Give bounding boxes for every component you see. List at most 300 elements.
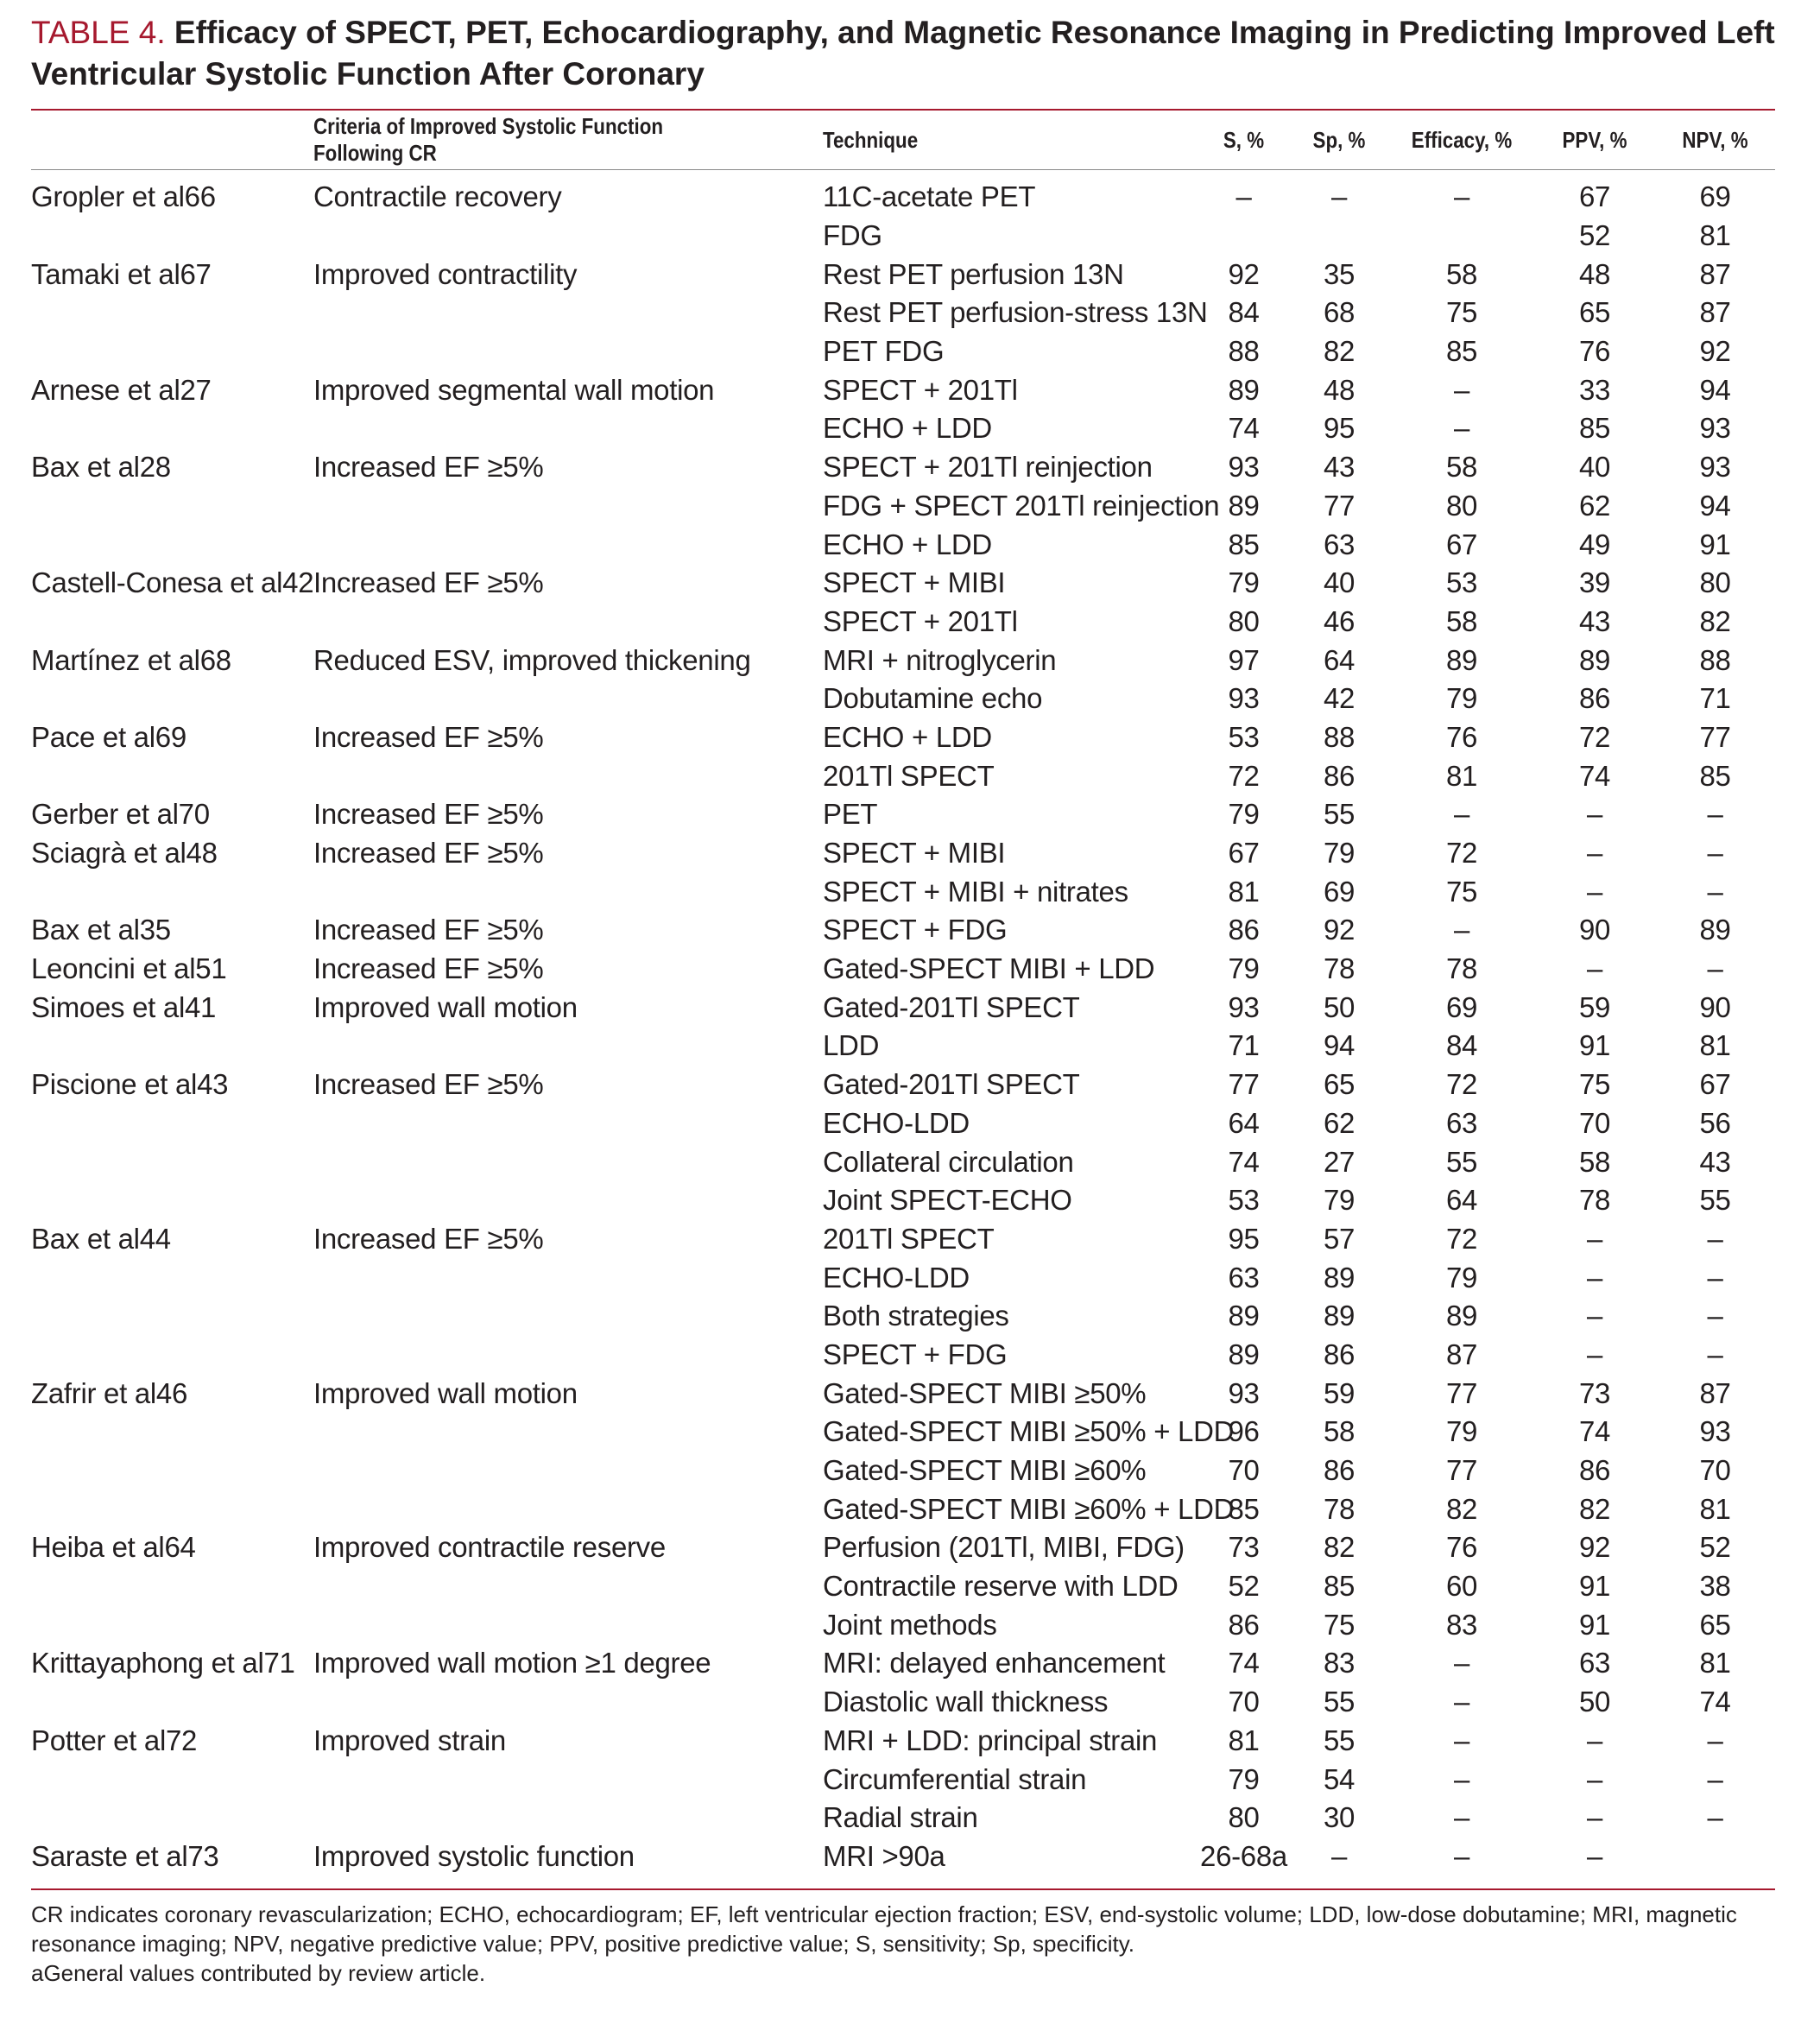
sp-cell: 94 [1323,1029,1356,1062]
criteria-cell [313,332,823,371]
criteria-cell [313,1258,823,1297]
technique-cell: SPECT + MIBI [823,837,1006,870]
sp-cell: 85 [1323,1570,1356,1603]
table-row [31,603,1775,642]
ppv-cell: – [1586,837,1603,870]
sp-cell: 48 [1323,373,1356,406]
criteria-cell: Improved segmental wall motion [313,373,715,406]
technique-cell: Diastolic wall thickness [823,1686,1109,1718]
s-cell: 63 [1228,1261,1260,1294]
technique-cell: Collateral circulation [823,1145,1074,1178]
criteria-cell: Improved contractility [313,257,578,290]
npv-cell: 69 [1699,180,1731,213]
table-row [31,1799,1775,1838]
criteria-cell [313,1297,823,1336]
header-ppv: PPV, % [1562,126,1627,153]
table-row [31,1066,1775,1104]
sp-cell: 78 [1323,1492,1356,1525]
npv-cell: 93 [1699,412,1731,445]
table-row [31,294,1775,332]
technique-cell: Contractile reserve with LDD [823,1570,1179,1603]
criteria-cell [313,487,823,526]
criteria-cell: Increased EF ≥5% [313,952,544,985]
technique-cell: 201Tl SPECT [823,1222,995,1255]
technique-cell: Gated-SPECT MIBI + LDD [823,952,1155,985]
bottom-rule [31,1888,1775,1890]
technique-cell: 11C-acetate PET [823,180,1036,213]
npv-cell: – [1707,875,1723,908]
s-cell: 79 [1228,1762,1260,1795]
criteria-cell [313,1413,823,1452]
npv-cell: 88 [1699,643,1731,676]
npv-cell: 70 [1699,1454,1731,1487]
criteria-cell: Increased EF ≥5% [313,798,544,831]
table-row [31,1683,1775,1722]
ppv-cell: 65 [1578,296,1611,329]
criteria-cell [313,1683,823,1722]
ppv-cell: 91 [1578,1570,1611,1603]
study-cell [31,217,313,256]
technique-cell: SPECT + 201Tl [823,604,1018,637]
technique-cell: Gated-201Tl SPECT [823,990,1080,1023]
sp-cell: 30 [1323,1801,1356,1834]
s-cell: 79 [1228,566,1260,599]
technique-cell: Gated-SPECT MIBI ≥60% + LDD [823,1492,1235,1525]
technique-cell: Perfusion (201Tl, MIBI, FDG) [823,1531,1185,1564]
study-cell: Tamaki et al67 [31,257,212,290]
header-criteria: Criteria of Improved Systolic Function Following CR [313,113,664,166]
s-cell: 73 [1228,1531,1260,1564]
ppv-cell: 74 [1578,759,1611,792]
table-row [31,1490,1775,1528]
study-cell [31,603,313,642]
criteria-cell [313,872,823,911]
npv-cell: 56 [1699,1106,1731,1139]
footnote-a: aGeneral values contributed by review article. [31,1960,486,1986]
criteria-cell [313,680,823,718]
table-title [31,12,1792,95]
study-cell: Arnese et al27 [31,373,212,406]
sp-cell: 27 [1323,1145,1356,1178]
sp-cell: 50 [1323,990,1356,1023]
study-cell [31,409,313,448]
npv-cell: 65 [1699,1608,1731,1641]
s-cell [1198,217,1289,256]
criteria-cell: Improved contractile reserve [313,1531,666,1564]
study-cell [31,680,313,718]
table-row [31,255,1775,294]
sp-cell: 79 [1323,837,1356,870]
criteria-cell: Increased EF ≥5% [313,837,544,870]
technique-cell: SPECT + 201Tl [823,373,1018,406]
npv-cell: 77 [1699,720,1731,753]
header-sp: Sp, % [1312,126,1366,153]
ppv-cell: 43 [1578,604,1611,637]
efficacy-cell: – [1453,412,1470,445]
study-cell [31,1452,313,1490]
s-cell: 93 [1228,1376,1260,1409]
ppv-cell: 39 [1578,566,1611,599]
sp-cell: 82 [1323,335,1356,368]
study-cell [31,1567,313,1606]
study-cell [31,1297,313,1336]
s-cell: 74 [1228,1145,1260,1178]
s-cell: 92 [1228,257,1260,290]
ppv-cell: 67 [1578,180,1611,213]
npv-cell: 93 [1699,1415,1731,1448]
ppv-cell: 52 [1578,219,1611,252]
efficacy-cell: 81 [1445,759,1478,792]
study-cell [31,1181,313,1220]
criteria-cell: Reduced ESV, improved thickening [313,643,751,676]
efficacy-cell: 79 [1445,1415,1478,1448]
npv-cell: – [1707,952,1723,985]
table-row [31,1181,1775,1220]
sp-cell: 62 [1323,1106,1356,1139]
s-cell: 85 [1228,1492,1260,1525]
sp-cell: 86 [1323,759,1356,792]
table-row [31,950,1775,989]
sp-cell: 77 [1323,489,1356,522]
npv-cell: 91 [1699,528,1731,560]
sp-cell: – [1330,1839,1348,1872]
technique-cell: MRI >90a [823,1839,945,1872]
criteria-cell: Increased EF ≥5% [313,451,544,484]
npv-cell: 85 [1699,759,1731,792]
study-cell [31,1683,313,1722]
technique-cell: Both strategies [823,1300,1009,1332]
ppv-cell: 74 [1578,1415,1611,1448]
s-cell: 52 [1228,1570,1260,1603]
s-cell: 96 [1228,1415,1260,1448]
ppv-cell: – [1586,1762,1603,1795]
table-row [31,1644,1775,1683]
table-row [31,217,1775,256]
technique-cell: FDG [823,219,882,252]
criteria-cell: Increased EF ≥5% [313,566,544,599]
study-cell [31,487,313,526]
technique-cell: Dobutamine echo [823,682,1043,715]
efficacy-cell: 67 [1445,528,1478,560]
technique-cell: SPECT + 201Tl reinjection [823,451,1153,484]
efficacy-cell: – [1453,373,1470,406]
s-cell: 53 [1228,1184,1260,1217]
efficacy-cell: 85 [1445,335,1478,368]
efficacy-cell: – [1453,1686,1470,1718]
technique-cell: Gated-201Tl SPECT [823,1068,1080,1101]
sp-cell: 92 [1323,914,1356,946]
efficacy-cell: 84 [1445,1029,1478,1062]
npv-cell: 87 [1699,296,1731,329]
npv-cell: 38 [1699,1570,1731,1603]
sp-cell: 82 [1323,1531,1356,1564]
criteria-cell: Improved wall motion ≥1 degree [313,1647,711,1680]
efficacy-cell: – [1453,798,1470,831]
criteria-cell [313,294,823,332]
efficacy-cell: 83 [1445,1608,1478,1641]
study-cell [31,1413,313,1452]
ppv-cell: – [1586,875,1603,908]
sp-cell: 68 [1323,296,1356,329]
ppv-cell: 50 [1578,1686,1611,1718]
technique-cell: SPECT + MIBI + nitrates [823,875,1128,908]
ppv-cell: – [1586,1300,1603,1332]
study-cell [31,1027,313,1066]
npv-cell: 81 [1699,1029,1731,1062]
ppv-cell: 73 [1578,1376,1611,1409]
criteria-cell [313,409,823,448]
efficacy-cell [1389,217,1534,256]
criteria-cell: Improved systolic function [313,1839,635,1872]
criteria-cell [313,1799,823,1838]
efficacy-cell: 76 [1445,1531,1478,1564]
npv-cell: 52 [1699,1531,1731,1564]
efficacy-cell: 72 [1445,1222,1478,1255]
efficacy-cell: – [1453,1801,1470,1834]
technique-cell: SPECT + FDG [823,914,1008,946]
criteria-cell [313,1336,823,1375]
s-cell: 64 [1228,1106,1260,1139]
efficacy-cell: 69 [1445,990,1478,1023]
criteria-cell [313,525,823,564]
s-cell: 93 [1228,451,1260,484]
ppv-cell: 90 [1578,914,1611,946]
table-title-text: Efficacy of SPECT, PET, Echocardiography, and Magnetic Resonance Imaging in Predicting Improved Left Ventricular Systolic Function After Coronary [31,15,1775,92]
ppv-cell: 76 [1578,335,1611,368]
s-cell: 95 [1228,1222,1260,1255]
efficacy-cell: 72 [1445,1068,1478,1101]
s-cell: 89 [1228,373,1260,406]
study-cell: Sciagrà et al48 [31,837,218,870]
criteria-cell: Increased EF ≥5% [313,720,544,753]
npv-cell: – [1707,1300,1723,1332]
table-row [31,718,1775,757]
s-cell: 86 [1228,1608,1260,1641]
sp-cell: 86 [1323,1338,1356,1370]
ppv-cell: 91 [1578,1608,1611,1641]
table-body [31,169,1775,1876]
technique-cell: Gated-SPECT MIBI ≥50% [823,1376,1147,1409]
sp-cell: 69 [1323,875,1356,908]
efficacy-cell: 58 [1445,451,1478,484]
s-cell: 97 [1228,643,1260,676]
npv-cell: 71 [1699,682,1731,715]
s-cell: 80 [1228,604,1260,637]
table-row [31,1336,1775,1375]
efficacy-cell: 53 [1445,566,1478,599]
npv-cell: – [1707,1801,1723,1834]
criteria-cell [313,756,823,795]
study-cell: Bax et al44 [31,1222,171,1255]
npv-cell: 90 [1699,990,1731,1023]
technique-cell: ECHO + LDD [823,412,992,445]
table-row [31,1722,1775,1761]
technique-cell: Gated-SPECT MIBI ≥50% + LDD [823,1415,1235,1448]
npv-cell: – [1707,1724,1723,1756]
table-row [31,1297,1775,1336]
sp-cell: 55 [1323,1724,1356,1756]
s-cell: 81 [1228,1724,1260,1756]
criteria-cell: Increased EF ≥5% [313,1068,544,1101]
header-efficacy: Efficacy, % [1411,126,1513,153]
technique-cell: Rest PET perfusion-stress 13N [823,296,1208,329]
s-cell: 85 [1228,528,1260,560]
table-row [31,1374,1775,1413]
sp-cell: 88 [1323,720,1356,753]
s-cell: 70 [1228,1454,1260,1487]
efficacy-cell: 77 [1445,1454,1478,1487]
header-technique: Technique [823,126,919,153]
table-row [31,487,1775,526]
technique-cell: ECHO-LDD [823,1261,970,1294]
table-row [31,525,1775,564]
table-row [31,1567,1775,1606]
technique-cell: Circumferential strain [823,1762,1087,1795]
sp-cell: 63 [1323,528,1356,560]
technique-cell: ECHO-LDD [823,1106,970,1139]
table-label: TABLE 4. [31,15,166,50]
efficacy-cell: 79 [1445,1261,1478,1294]
table-row [31,680,1775,718]
technique-cell: PET [823,798,878,831]
ppv-cell: 70 [1578,1106,1611,1139]
s-cell: 89 [1228,489,1260,522]
efficacy-cell: 78 [1445,952,1478,985]
study-cell [31,1142,313,1181]
s-cell: 80 [1228,1801,1260,1834]
ppv-cell: – [1586,1338,1603,1370]
technique-cell: SPECT + FDG [823,1338,1008,1370]
criteria-cell: Improved wall motion [313,990,578,1023]
s-cell: 72 [1228,759,1260,792]
study-cell: Gerber et al70 [31,798,210,831]
ppv-cell: – [1586,1839,1603,1872]
criteria-cell [313,1027,823,1066]
ppv-cell: 33 [1578,373,1611,406]
table-row [31,1142,1775,1181]
table-row [31,1452,1775,1490]
table-row [31,370,1775,409]
ppv-cell: – [1586,1261,1603,1294]
table-row [31,1258,1775,1297]
efficacy-cell: 87 [1445,1338,1478,1370]
sp-cell: – [1330,180,1348,213]
sp-cell: 40 [1323,566,1356,599]
criteria-cell [313,1142,823,1181]
ppv-cell: – [1586,798,1603,831]
npv-cell: 93 [1699,451,1731,484]
s-cell: 89 [1228,1300,1260,1332]
table-row [31,911,1775,950]
study-cell: Zafrir et al46 [31,1376,188,1409]
study-cell: Saraste et al73 [31,1839,219,1872]
footnote-abbreviations: CR indicates coronary revascularization; ECHO, echocardiogram; EF, left ventricular ejection fraction; ESV, end-systolic volume; LDD, low-dose dobutamine; MRI, magnetic resonance imaging; NPV, negative predictive value; PPV, positive predictive value; S, sensitivity; Sp, specificity. [31,1901,1737,1957]
criteria-cell [313,1452,823,1490]
npv-cell: 92 [1699,335,1731,368]
ppv-cell: 91 [1578,1029,1611,1062]
study-cell: Bax et al35 [31,914,171,946]
s-cell: 84 [1228,296,1260,329]
s-cell: 81 [1228,875,1260,908]
efficacy-cell: 79 [1445,682,1478,715]
study-cell [31,1760,313,1799]
study-cell [31,1605,313,1644]
ppv-cell: 92 [1578,1531,1611,1564]
s-cell: 77 [1228,1068,1260,1101]
ppv-cell: – [1586,1801,1603,1834]
technique-cell: 201Tl SPECT [823,759,995,792]
table-row [31,834,1775,873]
efficacy-cell: 76 [1445,720,1478,753]
table-row [31,409,1775,448]
s-cell: 26-68a [1200,1839,1287,1872]
npv-cell: 55 [1699,1184,1731,1217]
header-npv: NPV, % [1682,126,1748,153]
npv-cell: – [1707,798,1723,831]
technique-cell: SPECT + MIBI [823,566,1006,599]
npv-cell: – [1707,1762,1723,1795]
efficacy-table [31,111,1775,1876]
table-row [31,448,1775,487]
s-cell: 79 [1228,952,1260,985]
ppv-cell: 40 [1578,451,1611,484]
sp-cell: 95 [1323,412,1356,445]
sp-cell: 78 [1323,952,1356,985]
sp-cell: 43 [1323,451,1356,484]
table-row [31,332,1775,371]
sp-cell: 79 [1323,1184,1356,1217]
study-cell: Pace et al69 [31,720,186,753]
sp-cell: 55 [1323,798,1356,831]
sp-cell: 54 [1323,1762,1356,1795]
table-row [31,1413,1775,1452]
ppv-cell: 75 [1578,1068,1611,1101]
criteria-cell [313,1104,823,1143]
npv-cell: 81 [1699,1647,1731,1680]
study-cell: Krittayaphong et al71 [31,1647,295,1680]
s-cell: 93 [1228,682,1260,715]
criteria-cell [313,1490,823,1528]
npv-cell: 87 [1699,257,1731,290]
npv-cell: – [1707,837,1723,870]
efficacy-cell: 75 [1445,296,1478,329]
s-cell: 67 [1228,837,1260,870]
sp-cell: 75 [1323,1608,1356,1641]
study-cell: Potter et al72 [31,1724,198,1756]
study-cell [31,525,313,564]
table-row [31,641,1775,680]
efficacy-cell: 64 [1445,1184,1478,1217]
table-row [31,1528,1775,1567]
ppv-cell: 82 [1578,1492,1611,1525]
criteria-cell: Increased EF ≥5% [313,1222,544,1255]
ppv-cell: – [1586,952,1603,985]
study-cell [31,294,313,332]
npv-cell: 80 [1699,566,1731,599]
sp-cell [1289,217,1389,256]
sp-cell: 83 [1323,1647,1356,1680]
table-row [31,1220,1775,1259]
ppv-cell: 58 [1578,1145,1611,1178]
efficacy-cell: – [1453,1839,1470,1872]
efficacy-cell: – [1453,1762,1470,1795]
sp-cell: 35 [1323,257,1356,290]
efficacy-cell: 63 [1445,1106,1478,1139]
table-row [31,872,1775,911]
npv-cell [1655,1838,1775,1876]
study-cell: Castell-Conesa et al42 [31,566,314,599]
table-row [31,1104,1775,1143]
